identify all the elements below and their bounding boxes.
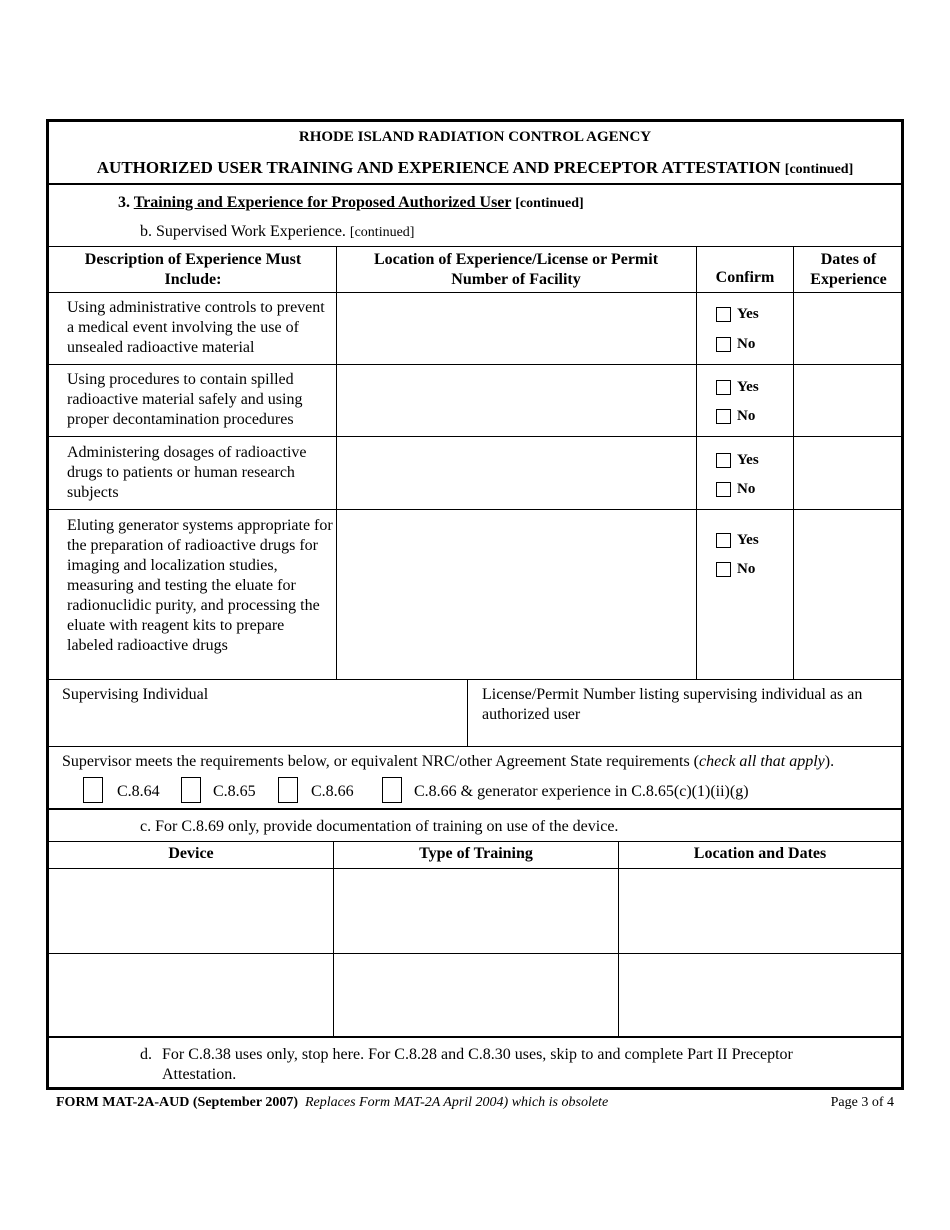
supervising-individual-label: Supervising Individual bbox=[62, 686, 209, 703]
no-checkbox[interactable] bbox=[716, 562, 731, 577]
table-rule bbox=[49, 436, 901, 437]
table-rule bbox=[49, 868, 901, 869]
section-title-suffix: [continued] bbox=[515, 196, 584, 211]
requirements-text: Supervisor meets the requirements below, or equivalent NRC/other Agreement State requirements ( bbox=[62, 753, 700, 770]
form-title-suffix: [continued] bbox=[784, 162, 854, 177]
no-checkbox[interactable] bbox=[716, 409, 731, 424]
device-col-rule bbox=[333, 842, 334, 1037]
agency-name: RHODE ISLAND RADIATION CONTROL AGENCY bbox=[298, 129, 652, 145]
header-location: Location of Experience/License or Permit Number of Facility bbox=[373, 251, 659, 288]
table-rule bbox=[46, 1036, 904, 1038]
divider bbox=[49, 841, 901, 842]
subsection-d-line1: For C.8.38 uses only, stop here. For C.8.28 and C.8.30 uses, skip to and complete Part II Preceptor bbox=[162, 1046, 793, 1063]
table-rule bbox=[49, 364, 901, 365]
no-label: No bbox=[737, 408, 756, 424]
footer-form bbox=[56, 1094, 608, 1112]
c866-label: C.8.66 bbox=[311, 783, 354, 800]
c866-generator-suffix: g bbox=[735, 783, 744, 800]
row-description: Eluting generator systems appropriate for the preparation of radioactive drugs for imaging and localization studies, measuring and testing the eluate for radionuclidic purity, and processing the eluate with reagent kits to prepare labeled radioactive drugs bbox=[67, 517, 333, 654]
table-rule bbox=[49, 246, 901, 247]
header-device: Device bbox=[168, 845, 214, 862]
header-location-and-dates: Location and Dates bbox=[693, 845, 827, 862]
supervisor-requirements bbox=[62, 752, 834, 772]
no-checkbox[interactable] bbox=[716, 482, 731, 497]
table-rule bbox=[49, 509, 901, 510]
footer-form-id: FORM MAT-2A-AUD (September 2007) bbox=[56, 1095, 298, 1110]
footer-page-number: Page 3 of 4 bbox=[830, 1095, 894, 1110]
subsection-b-heading bbox=[140, 222, 414, 243]
c864-label: C.8.64 bbox=[117, 783, 160, 800]
c866-checkbox[interactable] bbox=[278, 777, 298, 803]
divider bbox=[49, 746, 901, 747]
c866-generator-label bbox=[414, 782, 749, 802]
table-rule bbox=[49, 679, 901, 680]
section-number: 3. bbox=[118, 194, 130, 211]
table-rule bbox=[49, 292, 901, 293]
form-title bbox=[46, 157, 904, 181]
header-confirm: Confirm bbox=[715, 269, 775, 286]
yes-label: Yes bbox=[737, 379, 759, 395]
row-description: Using administrative controls to prevent a medical event involving the use of unsealed radioactive material bbox=[67, 299, 325, 356]
requirements-end: ). bbox=[824, 753, 835, 770]
no-label: No bbox=[737, 561, 756, 577]
header-dates: Dates of Experience bbox=[810, 251, 887, 288]
c866-generator-close: ) bbox=[743, 783, 749, 800]
no-label: No bbox=[737, 481, 756, 497]
header-description: Description of Experience Must Include: bbox=[84, 251, 302, 288]
footer-replaces: Replaces Form MAT-2A April 2004) which is obsolete bbox=[304, 1095, 609, 1110]
c866-generator-text: C.8.66 & generator experience in C.8.65(c)(1)(ii)( bbox=[414, 783, 736, 800]
c865-label: C.8.65 bbox=[213, 783, 256, 800]
subsection-b-suffix: [continued] bbox=[349, 225, 415, 240]
form-title-text: AUTHORIZED USER TRAINING AND EXPERIENCE AND PRECEPTOR ATTESTATION bbox=[96, 158, 781, 177]
table-col-rule bbox=[793, 247, 794, 679]
requirements-italic: check all that apply bbox=[699, 753, 825, 770]
no-label: No bbox=[737, 336, 756, 352]
c864-checkbox[interactable] bbox=[83, 777, 103, 803]
c865-checkbox[interactable] bbox=[181, 777, 201, 803]
yes-checkbox[interactable] bbox=[716, 380, 731, 395]
license-permit-label: License/Permit Number listing supervising individual as an authorized user bbox=[482, 686, 863, 723]
section-3-title bbox=[118, 193, 584, 214]
header-type-of-training: Type of Training bbox=[419, 845, 533, 862]
c866-generator-checkbox[interactable] bbox=[382, 777, 402, 803]
table-col-rule bbox=[696, 247, 697, 679]
divider bbox=[46, 183, 904, 185]
no-checkbox[interactable] bbox=[716, 337, 731, 352]
table-rule bbox=[49, 953, 901, 954]
yes-checkbox[interactable] bbox=[716, 533, 731, 548]
divider bbox=[46, 808, 904, 810]
section-title-text: Training and Experience for Proposed Authorized User bbox=[133, 194, 512, 211]
supervisor-col-rule bbox=[467, 680, 468, 746]
row-description: Using procedures to contain spilled radioactive material safely and using proper decontamination procedures bbox=[67, 371, 303, 428]
yes-label: Yes bbox=[737, 532, 759, 548]
subsection-d-line2: Attestation. bbox=[162, 1066, 237, 1083]
device-col-rule bbox=[618, 842, 619, 1037]
yes-checkbox[interactable] bbox=[716, 453, 731, 468]
yes-checkbox[interactable] bbox=[716, 307, 731, 322]
subsection-c-label: c. For C.8.69 only, provide documentation of training on use of the device. bbox=[140, 818, 619, 835]
subsection-b-label: b. Supervised Work Experience. bbox=[140, 223, 346, 240]
table-col-rule bbox=[336, 247, 337, 679]
row-description: Administering dosages of radioactive drugs to patients or human research subjects bbox=[67, 444, 307, 501]
subsection-d-marker: d. bbox=[140, 1046, 152, 1063]
yes-label: Yes bbox=[737, 452, 759, 468]
yes-label: Yes bbox=[737, 306, 759, 322]
